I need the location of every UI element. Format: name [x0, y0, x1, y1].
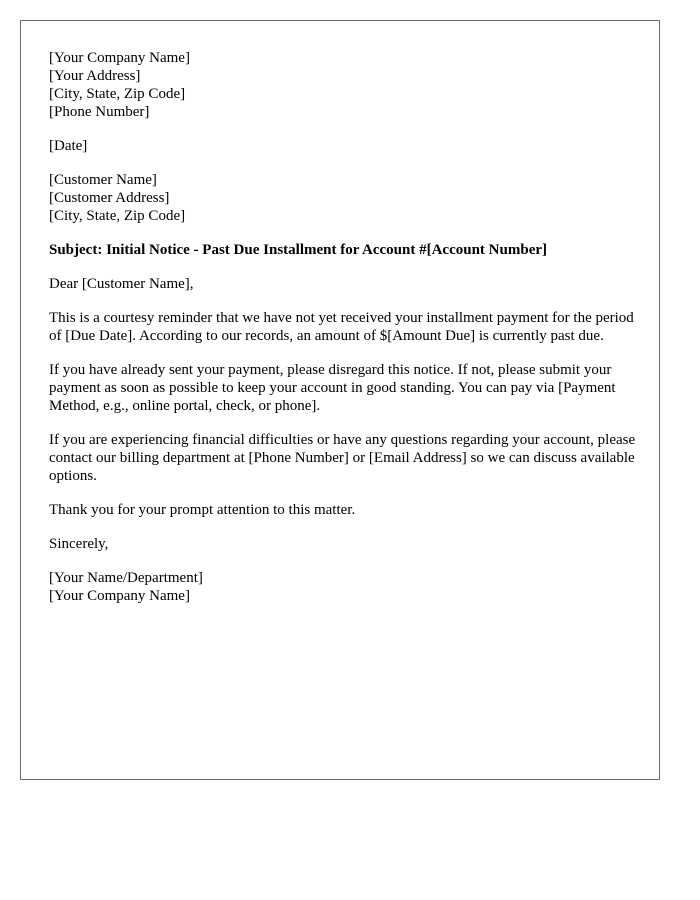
recipient-name: [Customer Name]	[49, 172, 157, 188]
paragraph-contact: If you are experiencing financial difficulties or have any questions regarding your account, please contact our billing department at [Phone Number] or [Email Address] so we can discuss available options.	[49, 432, 636, 484]
signature-company: [Your Company Name]	[49, 588, 190, 604]
signature-name: [Your Name/Department]	[49, 570, 203, 586]
sender-phone: [Phone Number]	[49, 104, 150, 120]
paragraph-reminder: This is a courtesy reminder that we have not yet received your installment payment for the period of [Due Date]. According to our records, an amount of $[Amount Due] is currently past due.	[49, 310, 634, 344]
salutation: Dear [Customer Name],	[49, 276, 194, 292]
sender-address: [Your Address]	[49, 68, 141, 84]
paragraph-payment-instructions: If you have already sent your payment, please disregard this notice. If not, please submit your payment as soon as possible to keep your account in good standing. You can pay via [Payment Method, e.g., online portal, check, or phone].	[49, 362, 616, 414]
sender-city-state-zip: [City, State, Zip Code]	[49, 86, 186, 102]
date-block	[49, 137, 639, 155]
recipient-address: [Customer Address]	[49, 190, 170, 206]
letter-date: [Date]	[49, 138, 88, 154]
recipient-city-state-zip: [City, State, Zip Code]	[49, 208, 186, 224]
recipient-block	[49, 171, 639, 225]
sender-block	[49, 49, 639, 121]
letter-body	[49, 49, 639, 621]
signature-block	[49, 569, 639, 605]
subject-line: Subject: Initial Notice - Past Due Installment for Account #[Account Number]	[49, 242, 548, 258]
closing: Sincerely,	[49, 536, 109, 552]
letter-page	[20, 20, 660, 780]
paragraph-thanks: Thank you for your prompt attention to this matter.	[49, 502, 356, 518]
sender-company: [Your Company Name]	[49, 50, 190, 66]
